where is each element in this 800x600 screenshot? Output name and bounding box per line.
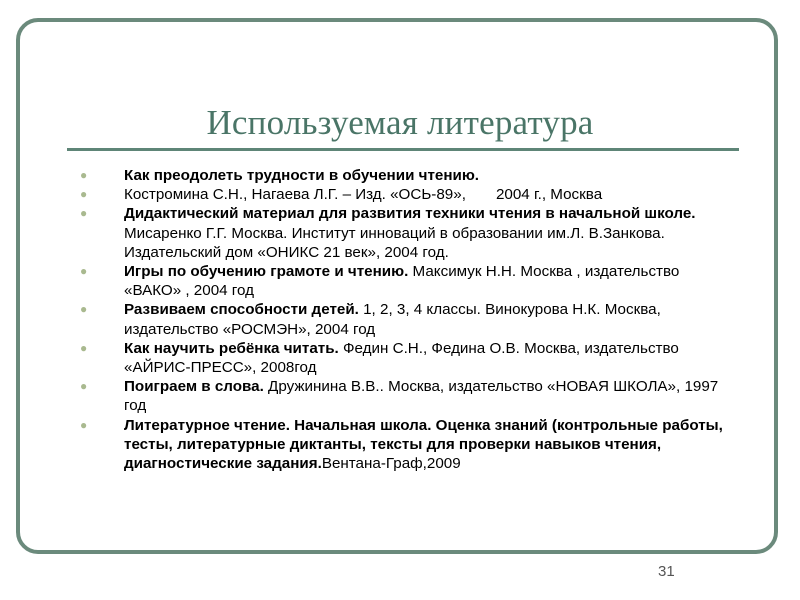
bullet-icon: ● [80, 302, 88, 317]
bullet-icon: ● [80, 417, 88, 432]
bullet-icon: ● [80, 168, 88, 182]
reference-title: Как научить ребёнка читать. [124, 339, 339, 357]
list-item [78, 185, 738, 204]
title-underline [67, 148, 739, 151]
reference-title: Как преодолеть трудности в обучении чтению. [124, 167, 480, 184]
list-item [78, 204, 738, 262]
bullet-icon: ● [80, 264, 88, 279]
bullet-icon: ● [80, 340, 88, 355]
bullet-icon: ● [80, 187, 88, 202]
bullet-icon: ● [80, 206, 88, 221]
page-number: 31 [658, 563, 675, 580]
reference-details: Вентана-Граф,2009 [321, 455, 461, 473]
reference-title: Игры по обучению грамоте и чтению. [124, 263, 409, 281]
list-item [78, 416, 738, 474]
reference-details: 1, 2, 3, 4 классы. Винокурова Н.К. Москва, издательство «РОСМЭН», 2004 год [124, 301, 661, 338]
reference-details: Костромина С.Н., Нагаева Л.Г. – Изд. «ОСЬ-89», [124, 186, 466, 204]
reference-title: Литературное чтение. Начальная школа. Оценка знаний (контрольные работы, тесты, литературные диктанты, тексты для проверки навыков чтения, диагностические задания. [124, 416, 723, 473]
reference-details: Федин С.Н., Федина О.В. Москва, издательство «АЙРИС-ПРЕСС», 2008год [124, 339, 679, 377]
bullet-icon: ● [80, 379, 88, 394]
reference-details: Максимук Н.Н. Москва , издательство «ВАКО» , 2004 год [124, 263, 680, 300]
reference-title: Дидактический материал для развития техники чтения в начальной школе. [124, 205, 696, 223]
slide-title: Используемая литература [206, 103, 594, 142]
reference-details-after-gap: 2004 г., Москва [495, 186, 603, 204]
list-item [78, 377, 738, 415]
list-item [78, 262, 738, 300]
reference-title: Развиваем способности детей. [124, 301, 359, 319]
reference-title: Поиграем в слова. [124, 378, 264, 396]
reference-list [78, 166, 738, 473]
reference-details: Мисаренко Г.Г. Москва. Институт инноваций в образовании им.Л. В.Занкова. Издательский дом «ОНИКС 21 век», 2004 год. [124, 224, 665, 261]
list-item [78, 166, 738, 185]
list-item [78, 300, 738, 338]
reference-details: Дружинина В.В.. Москва, издательство «НОВАЯ ШКОЛА», 1997 год [124, 378, 719, 415]
list-item [78, 339, 738, 377]
